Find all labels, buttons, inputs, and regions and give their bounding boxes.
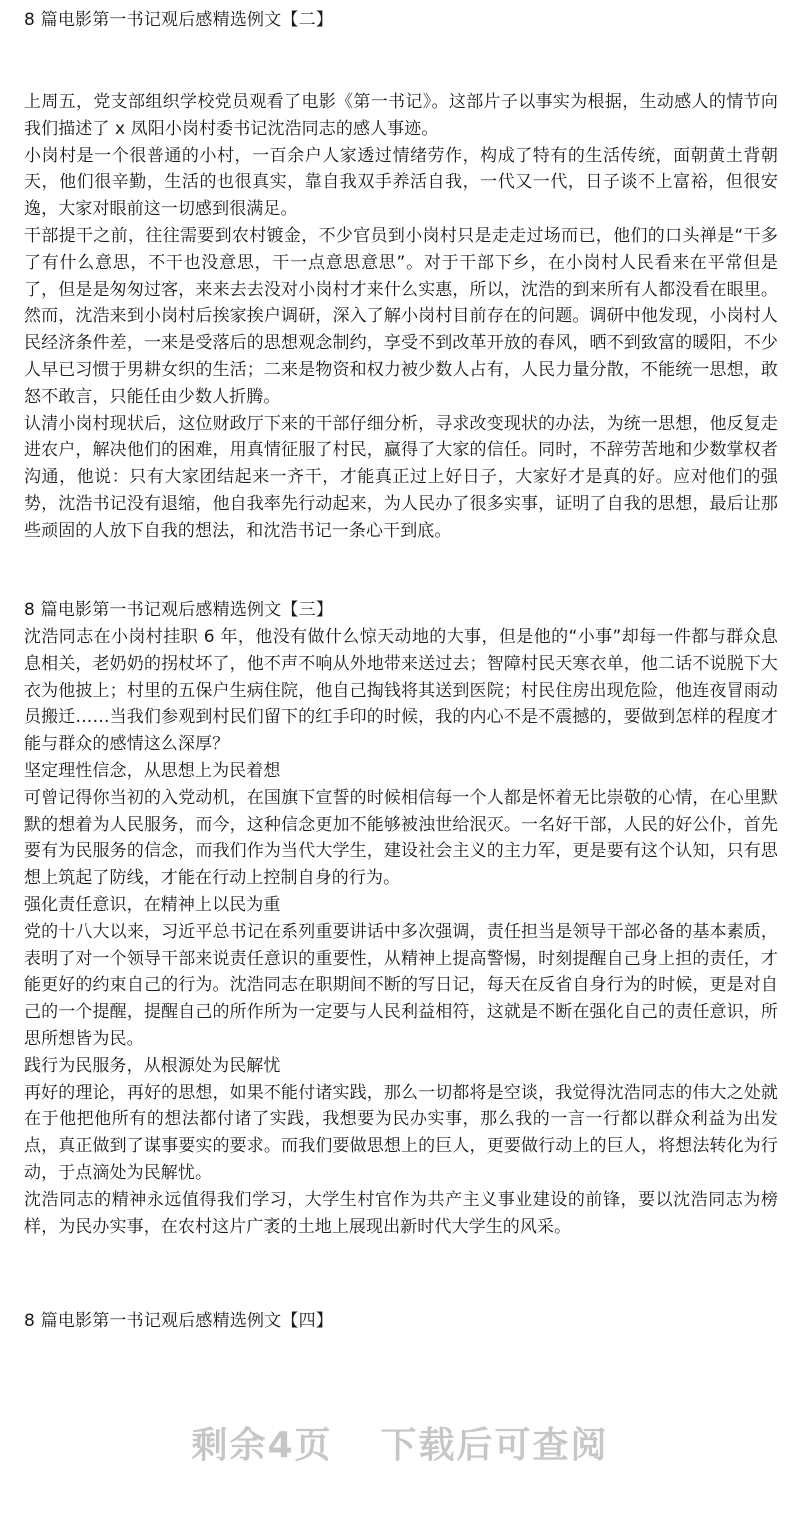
section-3-title: 8 篇电影第一书记观后感精选例文【三】 (24, 600, 334, 620)
section-2-body (24, 89, 778, 545)
paragraph: 可曾记得你当初的入党动机，在国旗下宣誓的时候相信每一个人都是怀着无比崇敬的心情，在心里默默的想着为人民服务，而今，这种信念更加不能够被浊世给泯灭。一名好干部，人民的好公仆，首先要有为民服务的信念，而我们作为当代大学生，建设社会主义的主力军，更是要有这个认知，只有思想上筑起了防线，才能在行动上控制自身的行为。 (24, 787, 778, 889)
subheading: 坚定理性信念，从思想上为民着想 (24, 760, 281, 781)
download-hint-label: 下载后可查阅 (380, 1425, 609, 1466)
subheading: 践行为民服务，从根源处为民解忧 (24, 1055, 281, 1076)
paragraph: 干部提干之前，往往需要到农村镀金，不少官员到小岗村只是走走过场而已，他们的口头禅是“干多了有什么意思，不干也没意思，干一点意思意思”。对于干部下乡，在小岗村人民看来在平常但是了，但是是匆匆过客，来来去去没对小岗村才来什么实惠，所以，沈浩的到来所有人都没看在眼里。然而，沈浩来到小岗村后挨家挨户调研，深入了解小岗村目前存在的问题。调研中他发现，小岗村人民经济条件差，一来是受落后的思想观念制约，享受不到改革开放的春风，晒不到致富的暖阳，不少人早已习惯于男耕女织的生活；二来是物资和权力被少数人占有，人民力量分散，不能统一思想，敢怒不敢言，只能任由少数人折腾。 (24, 225, 778, 407)
subheading: 强化责任意识，在精神上以民为重 (24, 894, 281, 915)
paragraph: 认清小岗村现状后，这位财政厅下来的干部仔细分析，寻求改变现状的办法，为统一思想，他反复走进农户，解决他们的困难，用真情征服了村民，赢得了大家的信任。同时，不辞劳苦地和少数掌权者沟通，他说：只有大家团结起来一齐干，才能真正过上好日子，大家好才是真的好。应对他们的强势，沈浩书记没有退缩，他自我率先行动起来，为人民办了很多实事，证明了自我的思想，最后让那些顽固的人放下自我的想法，和沈浩书记一条心干到底。 (24, 413, 778, 541)
paragraph: 党的十八大以来，习近平总书记在系列重要讲话中多次强调，责任担当是领导干部必备的基本素质，表明了对一个领导干部来说责任意识的重要性，从精神上提高警惕，时刻提醒自己身上担的责任，才能更好的约束自己的行为。沈浩同志在职期间不断的写日记，每天在反省自身行为的时候，更是对自己的一个提醒，提醒自己的所作所为一定要与人民利益相符，这就是不断在强化自己的责任意识，所思所想皆为民。 (24, 921, 778, 1049)
paragraph: 再好的理论，再好的思想，如果不能付诸实践，那么一切都将是空谈，我觉得沈浩同志的伟大之处就在于他把他所有的想法都付诸了实践，我想要为民办实事，那么我的一言一行都以群众利益为出发点，真正做到了谋事要实的要求。而我们要做思想上的巨人，更要做行动上的巨人，将想法转化为行动，于点滴处为民解忧。 (24, 1082, 778, 1183)
paragraph: 小岗村是一个很普通的小村，一百余户人家透过情绪劳作，构成了特有的生活传统，面朝黄土背朝天，他们很辛勤，生活的也很真实，靠自我双手养活自我，一代又一代，日子谈不上富裕，但很安逸，大家对眼前这一切感到很满足。 (24, 145, 778, 220)
section-4-title: 8 篇电影第一书记观后感精选例文【四】 (24, 1311, 334, 1331)
paragraph: 沈浩同志的精神永远值得我们学习，大学生村官作为共产主义事业建设的前锋，要以沈浩同志为榜样，为民办实事，在农村这片广袤的土地上展现出新时代大学生的风采。 (24, 1189, 778, 1237)
paragraph: 上周五，党支部组织学校党员观看了电影《第一书记》。这部片子以事实为根据，生动感人的情节向我们描述了 x 凤阳小岗村委书记沈浩同志的感人事迹。 (24, 92, 778, 139)
section-2-title: 8 篇电影第一书记观后感精选例文【二】 (24, 10, 334, 30)
preview-limit-banner (0, 1421, 800, 1471)
paragraph: 沈浩同志在小岗村挂职 6 年，他没有做什么惊天动地的大事，但是他的“小事”却每一件都与群众息息相关，老奶奶的拐杖坏了，他不声不响从外地带来送过去；智障村民天寒衣单，他二话不说脱下大衣为他披上；村里的五保户生病住院，他自己掏钱将其送到医院；村民住房出现危险，他连夜冒雨动员搬迁……当我们参观到村民们留下的红手印的时候，我的内心不是不震撼的，要做到怎样的程度才能与群众的感情这么深厚？ (24, 627, 778, 755)
remaining-pages-label: 剩余4页 (191, 1425, 333, 1466)
section-3-body (24, 624, 778, 1240)
